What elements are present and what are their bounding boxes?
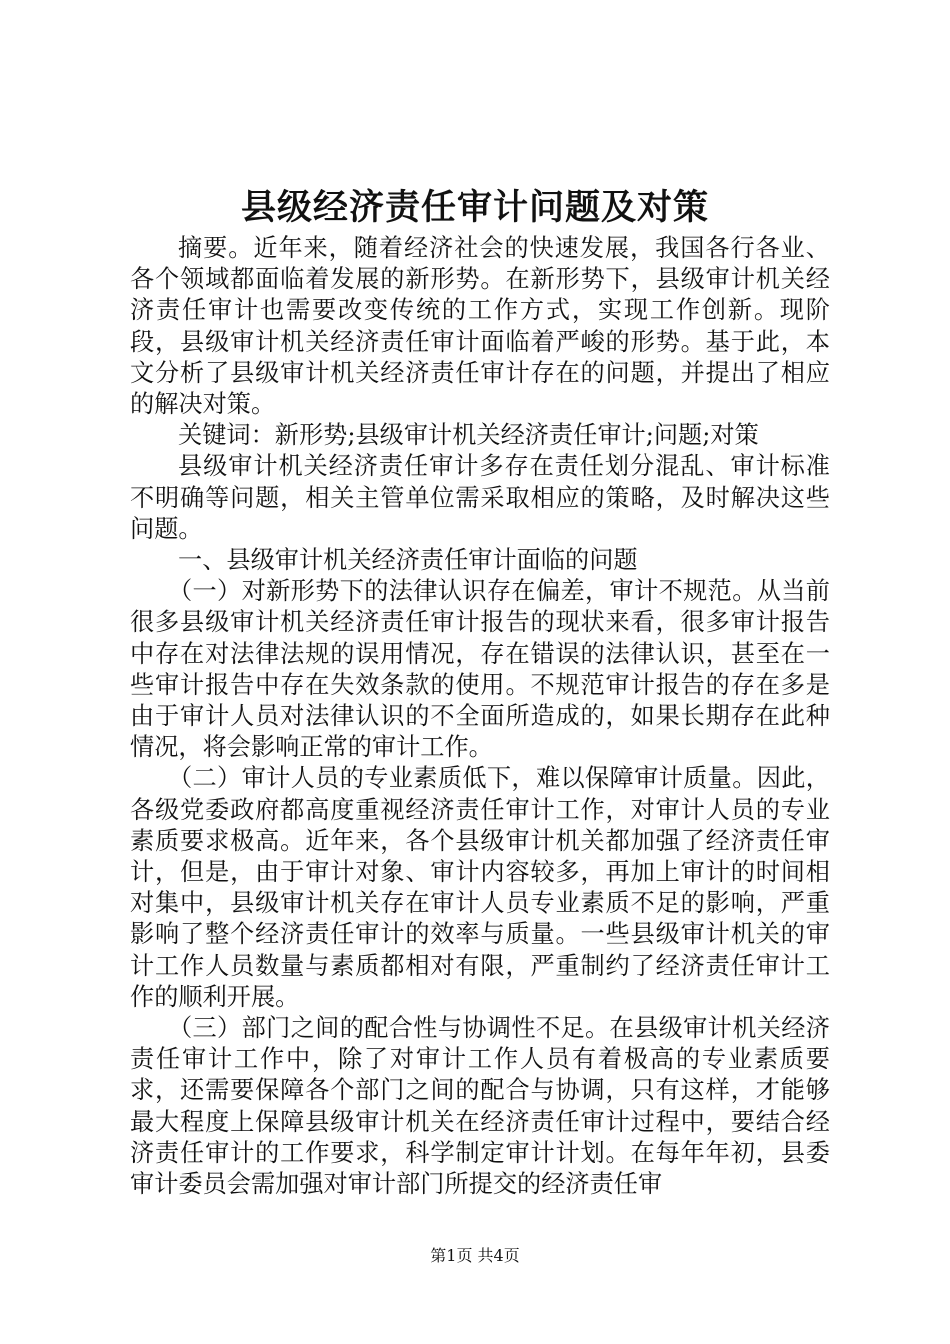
subsection-2-paragraph: （二）审计人员的专业素质低下，难以保障审计质量。因此，各级党委政府都高度重视经济责任审计工作，对审计人员的专业素质要求极高。近年来，各个县级审计机关都加强了经济责任审计，但是，由于审计对象、审计内容较多，再加上审计的时间相对集中，县级审计机关存在审计人员专业素质不足的影响，严重影响了整个经济责任审计的效率与质量。一些县级审计机关的审计工作人员数量与素质都相对有限，严重制约了经济责任审计工作的顺利开展。 xyxy=(130,764,830,1011)
section-heading: 一、县级审计机关经济责任审计面临的问题 xyxy=(178,546,638,575)
page-footer: 第1页 共4页 xyxy=(430,1246,520,1265)
subsection-1-paragraph: （一）对新形势下的法律认识存在偏差，审计不规范。从当前很多县级审计机关经济责任审计报告的现状来看，很多审计报告中存在对法律法规的误用情况，存在错误的法律认识，甚至在一些审计报告中存在失效条款的使用。不规范审计报告的存在多是由于审计人员对法律认识的不全面所造成的，如果长期存在此种情况，将会影响正常的审计工作。 xyxy=(130,577,830,762)
document-body xyxy=(130,233,830,1200)
document-title: 县级经济责任审计问题及对策 xyxy=(240,187,709,228)
intro-paragraph: 县级审计机关经济责任审计多存在责任划分混乱、审计标准不明确等问题，相关主管单位需采取相应的策略，及时解决这些问题。 xyxy=(130,452,830,543)
subsection-3-paragraph: （三）部门之间的配合性与协调性不足。在县级审计机关经济责任审计工作中，除了对审计工作人员有着极高的专业素质要求，还需要保障各个部门之间的配合与协调，只有这样，才能够最大程度上保障县级审计机关在经济责任审计过程中，要结合经济责任审计的工作要求，科学制定审计计划。在每年年初，县委审计委员会需加强对审计部门所提交的经济责任审 xyxy=(130,1014,830,1199)
keywords-paragraph: 关键词：新形势;县级审计机关经济责任审计;问题;对策 xyxy=(178,421,759,450)
abstract-paragraph: 摘要。近年来，随着经济社会的快速发展，我国各行各业、各个领域都面临着发展的新形势。在新形势下，县级审计机关经济责任审计也需要改变传统的工作方式，实现工作创新。现阶段，县级审计机关经济责任审计面临着严峻的形势。基于此，本文分析了县级审计机关经济责任审计存在的问题，并提出了相应的解决对策。 xyxy=(130,234,830,419)
